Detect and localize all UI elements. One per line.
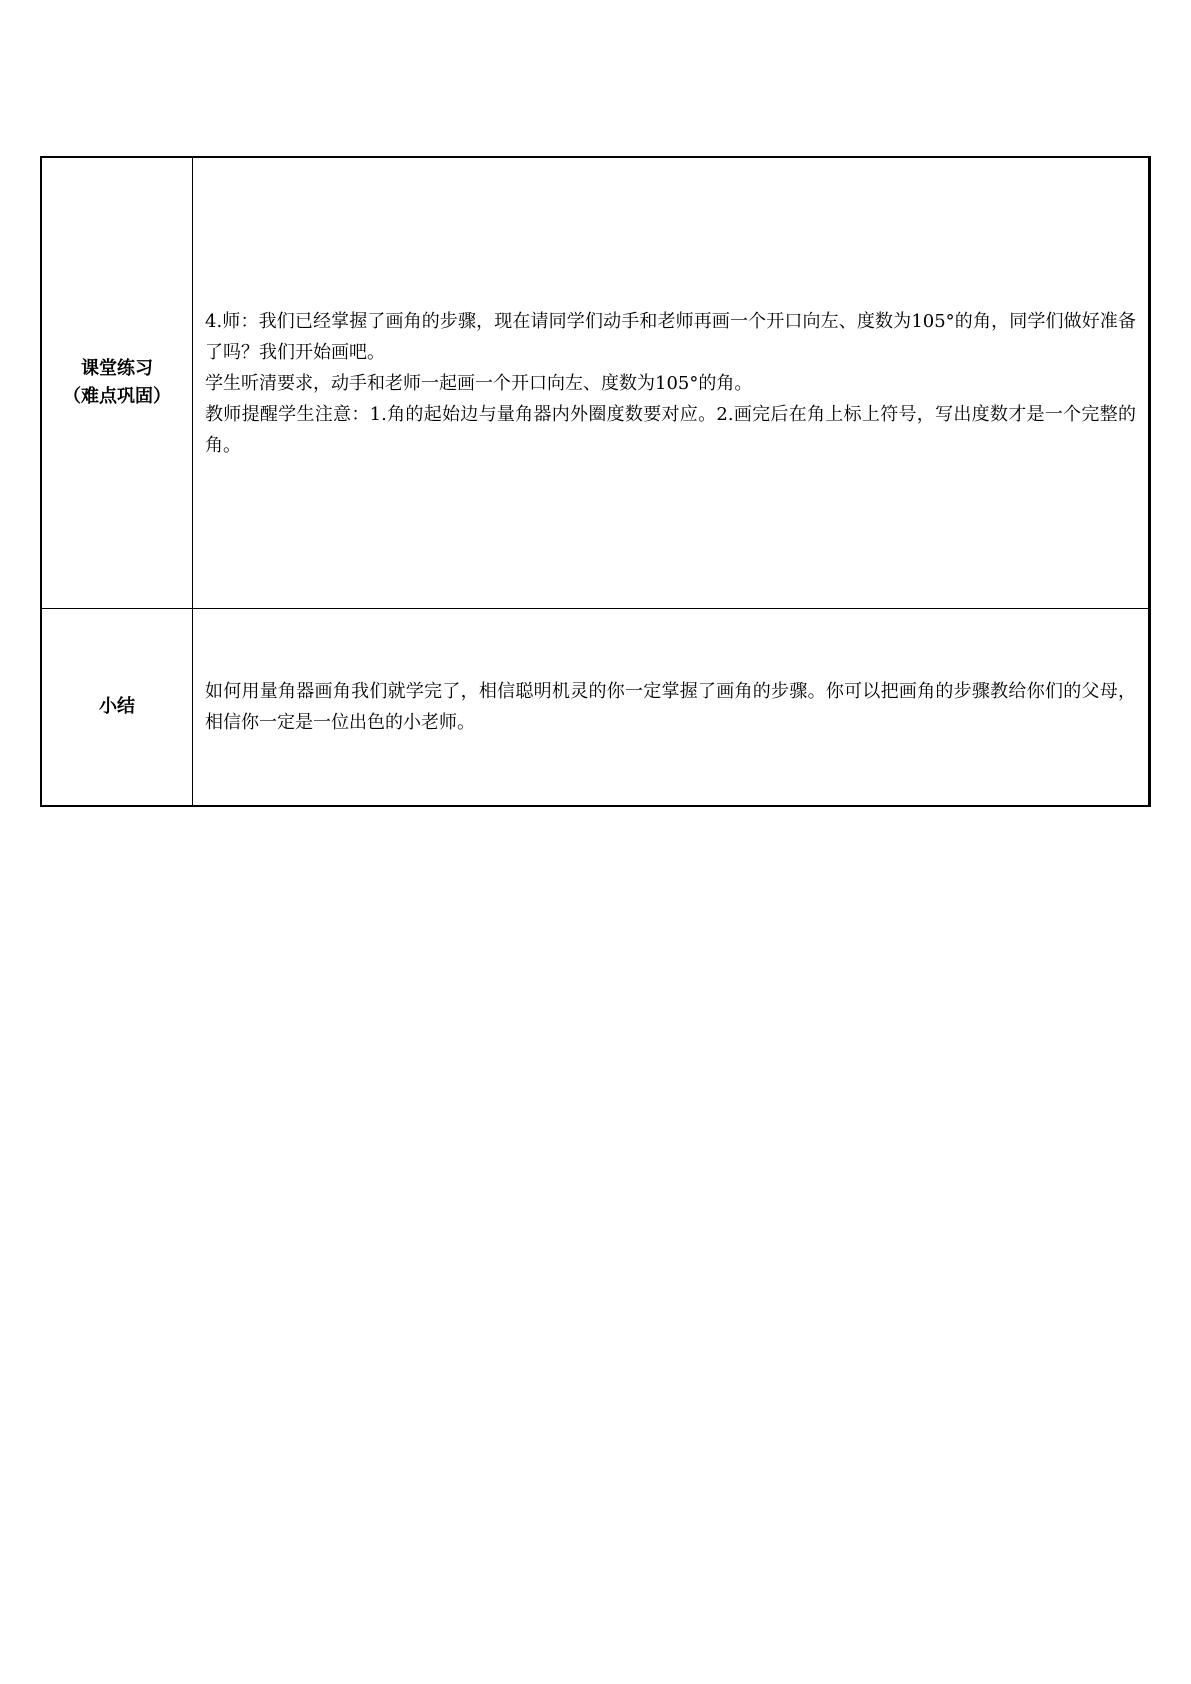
row-content-summary (193, 609, 1150, 807)
table-row-summary (41, 609, 1150, 807)
lesson-plan-table (40, 156, 1151, 807)
row-label-text: 小结 (99, 696, 135, 717)
row-label-text: 课堂练习 (81, 358, 153, 379)
practice-paragraph: 教师提醒学生注意：1.角的起始边与量角器内外圈度数要对应。2.画完后在角上标上符号，写出度数才是一个完整的角。 (205, 403, 1136, 456)
practice-paragraph: 4.师：我们已经掌握了画角的步骤，现在请同学们动手和老师再画一个开口向左、度数为105°的角，同学们做好准备了吗？我们开始画吧。 (205, 310, 1136, 363)
practice-paragraph: 学生听清要求，动手和老师一起画一个开口向左、度数为105°的角。 (205, 372, 753, 394)
table-row-practice (41, 157, 1150, 609)
row-label-subtext: （难点巩固） (63, 386, 171, 407)
summary-paragraph: 如何用量角器画角我们就学完了，相信聪明机灵的你一定掌握了画角的步骤。你可以把画角的步骤教给你们的父母，相信你一定是一位出色的小老师。 (205, 681, 1136, 733)
row-content-practice (193, 157, 1150, 609)
row-label-summary (41, 609, 193, 807)
row-label-practice (41, 157, 193, 609)
